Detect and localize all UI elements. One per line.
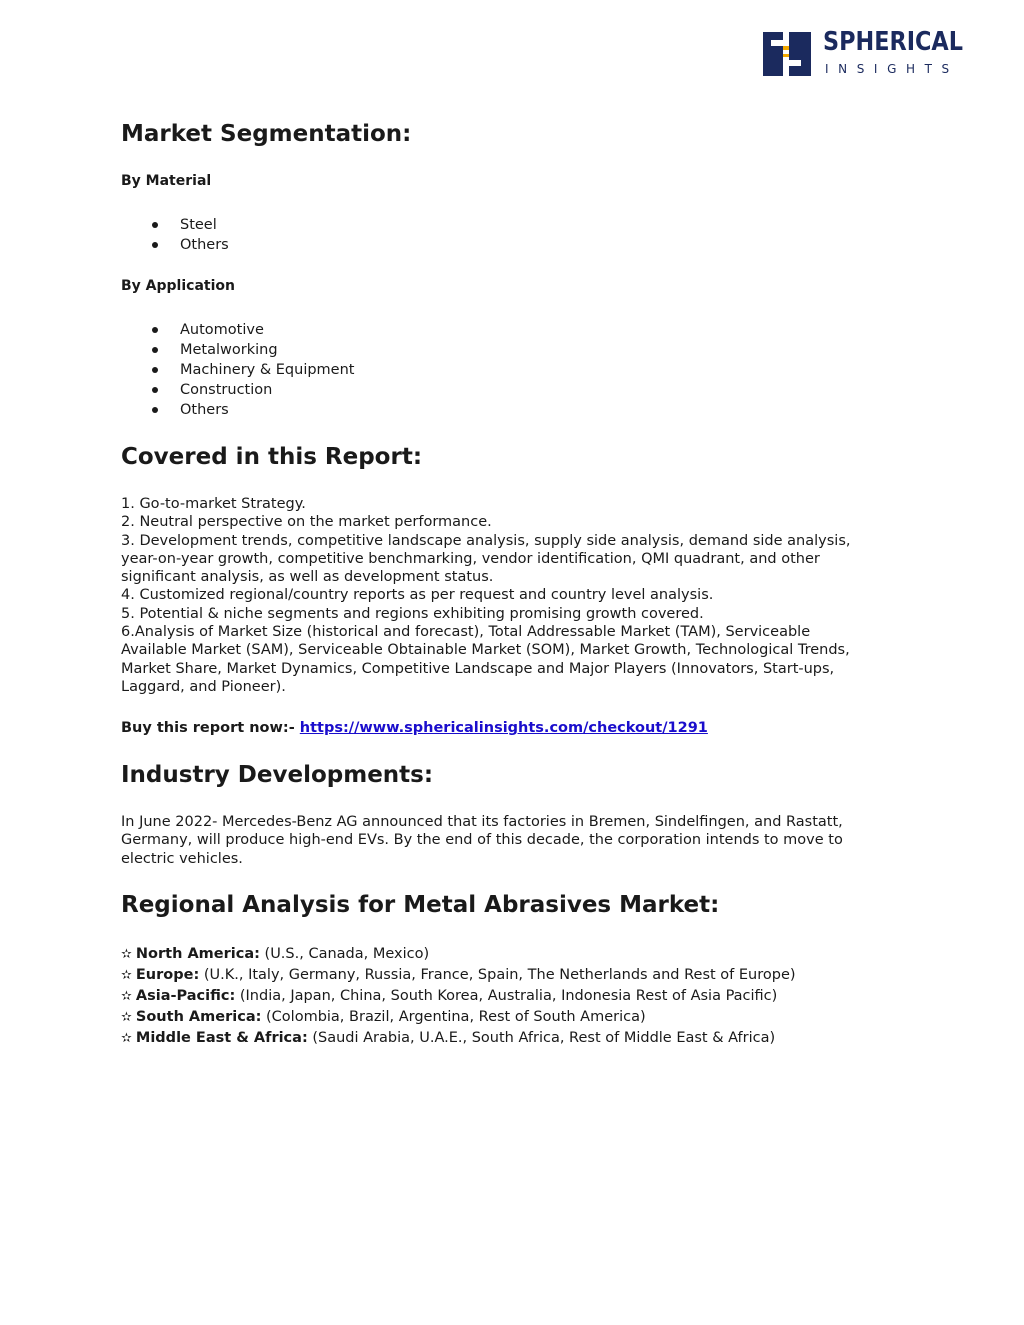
covered-list [121,495,911,696]
regional-list [121,944,796,1049]
bullet-icon [152,367,158,373]
covered-line: Available Market (SAM), Serviceable Obtainable Market (SOM), Market Growth, Technological Trends, [121,642,850,659]
covered-line: Market Share, Market Dynamics, Competitive Landscape and Major Players (Innovators, Start-ups, [121,660,835,677]
segmentation-title: Market Segmentation: [121,121,412,147]
company-logo [763,27,975,78]
list-item: Others [121,235,229,255]
covered-line: 5. Potential & niche segments and regions exhibiting promising growth covered. [121,605,704,622]
list-item: Automotive [121,320,354,340]
covered-line: significant analysis, as well as development status. [121,569,494,586]
list-item: Construction [121,380,354,400]
bullet-icon [152,407,158,413]
covered-line: 1. Go-to-market Strategy. [121,496,306,512]
region-item: ✫ Asia-Pacific: (India, Japan, China, South Korea, Australia, Indonesia Rest of Asia Pacific) [121,988,778,1004]
star-icon: ✫ [121,968,132,983]
material-list [121,215,229,255]
list-item: Metalworking [121,340,354,360]
logo-wordmark: SPHERICAL [823,27,963,57]
covered-line: 4. Customized regional/country reports as per request and country level analysis. [121,587,714,604]
covered-title: Covered in this Report: [121,444,423,470]
region-item: ✫ North America: (U.S., Canada, Mexico) [121,946,430,962]
bullet-icon [152,242,158,248]
material-heading: By Material [121,173,212,189]
buy-report-line [121,720,708,736]
region-item: ✫ Europe: (U.K., Italy, Germany, Russia, France, Spain, The Netherlands and Rest of Europe) [121,967,796,983]
developments-line: electric vehicles. [121,850,243,867]
list-item: Machinery & Equipment [121,360,354,380]
logo-mark-icon [763,32,811,76]
covered-line: year-on-year growth, competitive benchmarking, vendor identification, QMI quadrant, and other [121,550,820,567]
developments-text [121,813,911,868]
developments-line: Germany, will produce high-end EVs. By the end of this decade, the corporation intends to move to [121,832,843,849]
bullet-icon [152,327,158,333]
application-list [121,320,354,420]
developments-line: In June 2022- Mercedes-Benz AG announced that its factories in Bremen, Sindelfingen, and Rastatt, [121,814,843,830]
star-icon: ✫ [121,1010,132,1025]
covered-line: 2. Neutral perspective on the market performance. [121,514,492,531]
buy-label: Buy this report now:- [121,720,300,736]
region-item: ✫ Middle East & Africa: (Saudi Arabia, U.A.E., South Africa, Rest of Middle East & Africa) [121,1030,776,1046]
covered-line: Laggard, and Pioneer). [121,678,286,695]
developments-title: Industry Developments: [121,762,434,788]
list-item: Others [121,400,354,420]
checkout-link[interactable]: https://www.sphericalinsights.com/checkout/1291 [299,720,708,736]
bullet-icon [152,387,158,393]
star-icon: ✫ [121,947,132,962]
covered-line: 6.Analysis of Market Size (historical and forecast), Total Addressable Market (TAM), Serviceable [121,624,811,641]
regional-title: Regional Analysis for Metal Abrasives Market: [121,892,720,918]
application-heading: By Application [121,278,235,294]
region-item: ✫ South America: (Colombia, Brazil, Argentina, Rest of South America) [121,1009,646,1025]
bullet-icon [152,347,158,353]
list-item: Steel [121,215,229,235]
covered-line: 3. Development trends, competitive landscape analysis, supply side analysis, demand side analysis, [121,532,851,549]
star-icon: ✫ [121,989,132,1004]
bullet-icon [152,222,158,228]
star-icon: ✫ [121,1031,132,1046]
logo-subtitle: INSIGHTS [825,62,959,76]
